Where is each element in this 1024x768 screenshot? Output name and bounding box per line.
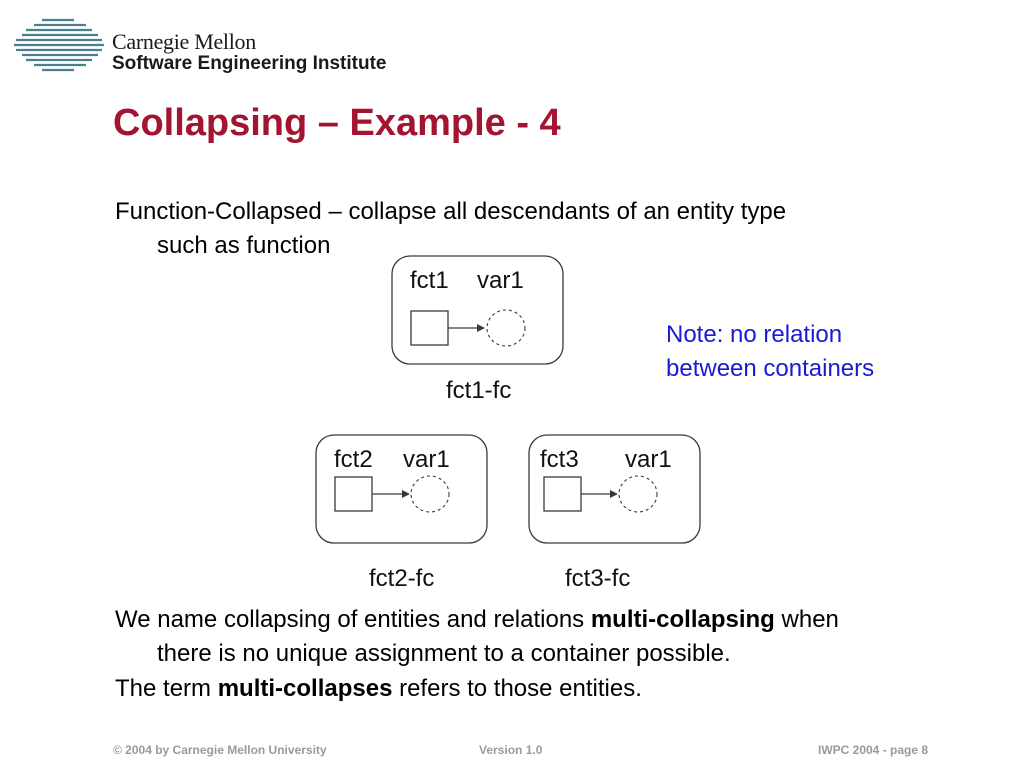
footer-version: Version 1.0 bbox=[479, 743, 543, 757]
function-node bbox=[411, 311, 448, 345]
intro-line-1: Function-Collapsed – collapse all descendants of an entity type bbox=[115, 198, 787, 225]
variable-node bbox=[487, 310, 525, 346]
variable-node bbox=[619, 476, 657, 512]
note-line-1: Note: no relation bbox=[666, 321, 843, 348]
term-paragraph bbox=[115, 672, 642, 706]
container-fct2 bbox=[316, 435, 487, 592]
variable-label: var1 bbox=[477, 267, 524, 294]
term-multi-collapses: multi-collapses bbox=[217, 675, 393, 702]
container-caption: fct1-fc bbox=[446, 377, 512, 404]
function-label: fct2 bbox=[334, 446, 373, 473]
footer-copyright: © 2004 by Carnegie Mellon University bbox=[113, 743, 327, 757]
function-node bbox=[544, 477, 581, 511]
definition-paragraph bbox=[115, 603, 839, 671]
term-multi-collapsing: multi-collapsing bbox=[590, 606, 775, 633]
variable-label: var1 bbox=[403, 446, 450, 473]
function-label: fct1 bbox=[410, 267, 449, 294]
function-node bbox=[335, 477, 372, 511]
slide-title: Collapsing – Example - 4 bbox=[113, 102, 561, 144]
org-name: Carnegie Mellon bbox=[112, 29, 256, 54]
function-label: fct3 bbox=[540, 446, 579, 473]
container-caption: fct2-fc bbox=[369, 565, 435, 592]
institute-name: Software Engineering Institute bbox=[112, 53, 387, 74]
para2-text-post: when bbox=[774, 606, 839, 633]
container-fct3 bbox=[529, 435, 700, 592]
note-line-2: between containers bbox=[666, 355, 875, 382]
para2-line-2: there is no unique assignment to a container possible. bbox=[157, 640, 731, 667]
variable-label: var1 bbox=[625, 446, 672, 473]
container-caption: fct3-fc bbox=[565, 565, 631, 592]
container-fct1 bbox=[392, 256, 563, 404]
variable-node bbox=[411, 476, 449, 512]
para3-text-post: refers to those entities. bbox=[392, 675, 642, 702]
para2-text-pre: We name collapsing of entities and relations bbox=[115, 606, 591, 633]
intro-line-2: such as function bbox=[157, 232, 331, 259]
para3-text-pre: The term bbox=[115, 675, 218, 702]
footer-page: IWPC 2004 - page 8 bbox=[818, 743, 929, 757]
